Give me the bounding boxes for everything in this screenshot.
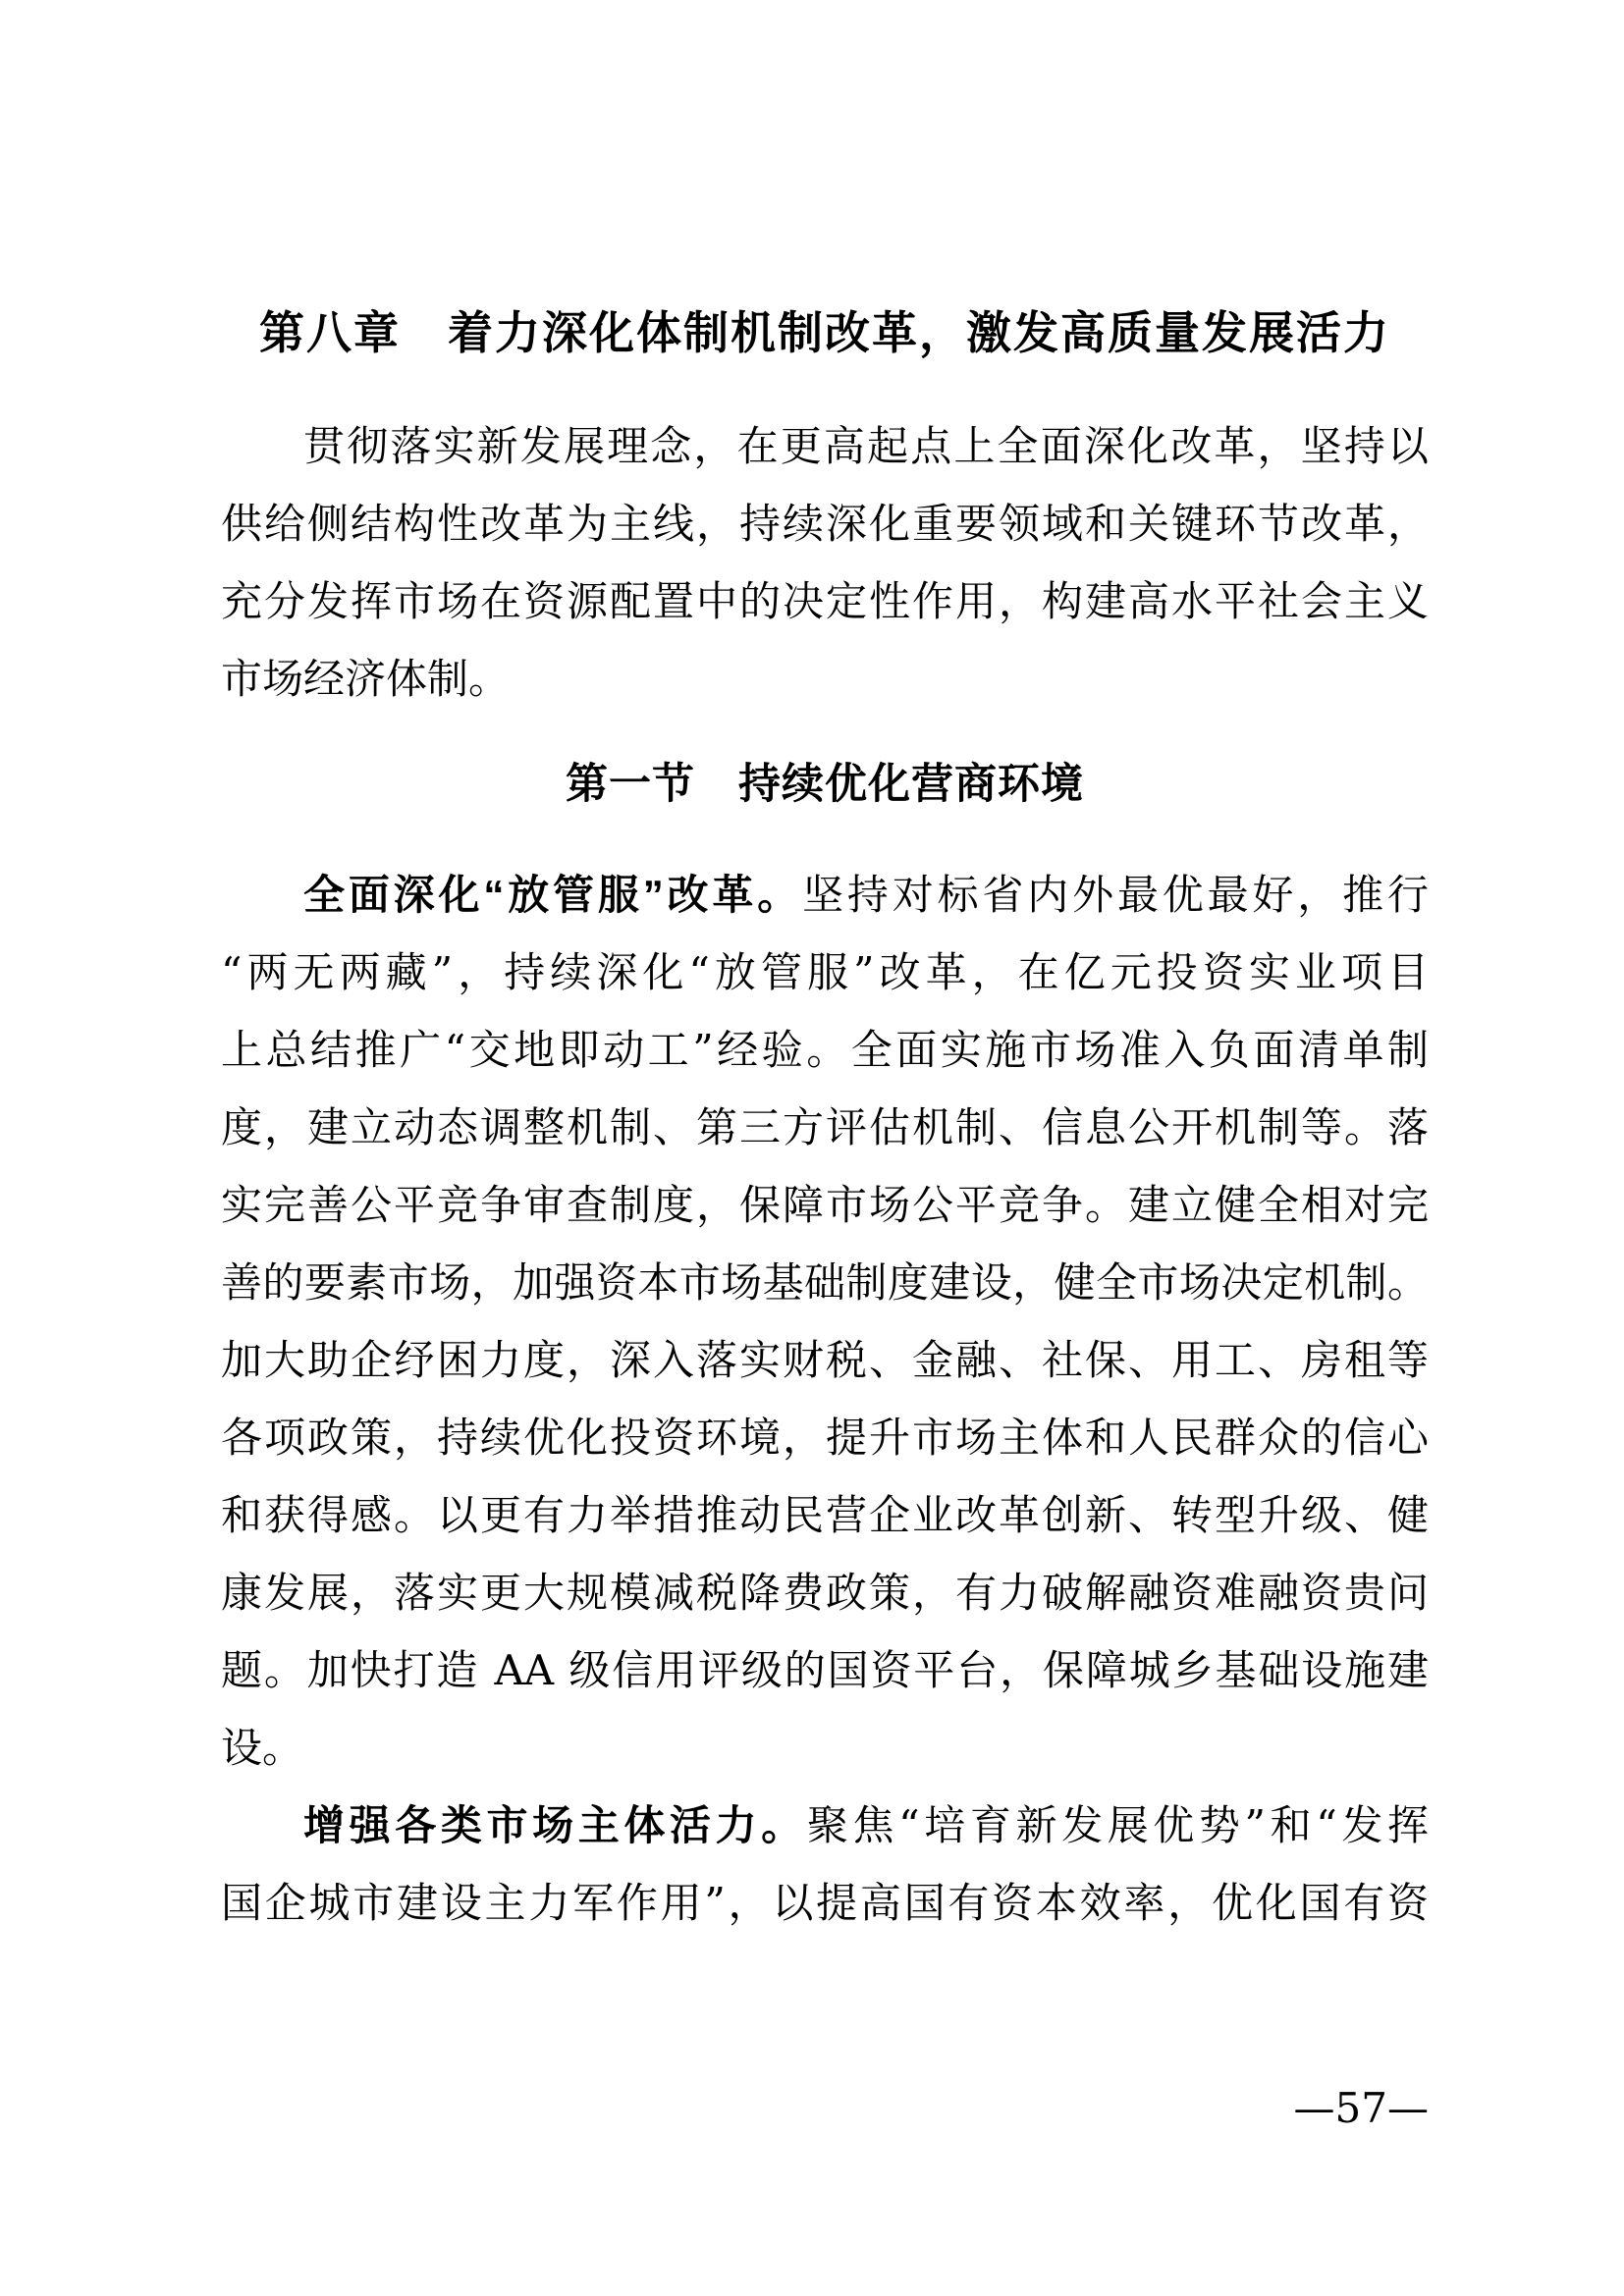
text-line: 各项政策，持续优化投资环境，提升市场主体和人民群众的信心 bbox=[221, 1414, 1429, 1462]
page-number: —57— bbox=[1293, 2084, 1429, 2132]
lead-line-rest: 聚焦“培育新发展优势”和“发挥 bbox=[806, 1801, 1429, 1849]
text-line: 国企城市建设主力军作用”，以提高国有资本效率，优化国有资 bbox=[221, 1879, 1429, 1927]
paragraph-reform bbox=[221, 856, 1429, 1787]
text-line bbox=[221, 856, 1429, 934]
text-line: 度，建立动态调整机制、第三方评估机制、信息公开机制等。落 bbox=[221, 1103, 1429, 1151]
text-line: 市场经济体制。 bbox=[221, 655, 511, 703]
chapter-title: 第八章 着力深化体制机制改革，激发高质量发展活力 bbox=[259, 307, 1390, 358]
paragraph-market-entities bbox=[221, 1787, 1429, 1942]
text-line: 康发展，落实更大规模减税降费政策，有力破解融资难融资贵问 bbox=[221, 1569, 1429, 1617]
paragraph-intro bbox=[221, 407, 1429, 718]
lead-line-rest: 坚持对标省内外最优最好，推行 bbox=[802, 871, 1429, 919]
text-line: 供给侧结构性改革为主线，持续深化重要领域和关键环节改革， bbox=[221, 500, 1429, 548]
text-line: 善的要素市场，加强资本市场基础制度建设，健全市场决定机制。 bbox=[221, 1258, 1429, 1307]
text-line: 设。 bbox=[221, 1724, 304, 1772]
section-heading: 第一节 持续优化营商环境 bbox=[566, 761, 1084, 808]
text-line: 贯彻落实新发展理念，在更高起点上全面深化改革，坚持以 bbox=[303, 422, 1429, 470]
bold-lead-in: 全面深化“放管服”改革。 bbox=[303, 872, 803, 918]
text-line: 题。加快打造 AA 级信用评级的国资平台，保障城乡基础设施建 bbox=[221, 1646, 1429, 1694]
text-line: 充分发挥市场在资源配置中的决定性作用，构建高水平社会主义 bbox=[221, 577, 1429, 625]
text-line: “两无两藏”，持续深化“放管服”改革，在亿元投资实业项目 bbox=[221, 948, 1429, 996]
bold-lead-in: 增强各类市场主体活力。 bbox=[303, 1802, 807, 1848]
text-line bbox=[221, 1787, 1429, 1864]
text-line: 加大助企纾困力度，深入落实财税、金融、社保、用工、房租等 bbox=[221, 1336, 1429, 1384]
text-line: 上总结推广“交地即动工”经验。全面实施市场准入负面清单制 bbox=[221, 1026, 1429, 1074]
text-line: 实完善公平竞争审查制度，保障市场公平竞争。建立健全相对完 bbox=[221, 1181, 1429, 1229]
text-line: 和获得感。以更有力举措推动民营企业改革创新、转型升级、健 bbox=[221, 1491, 1429, 1539]
